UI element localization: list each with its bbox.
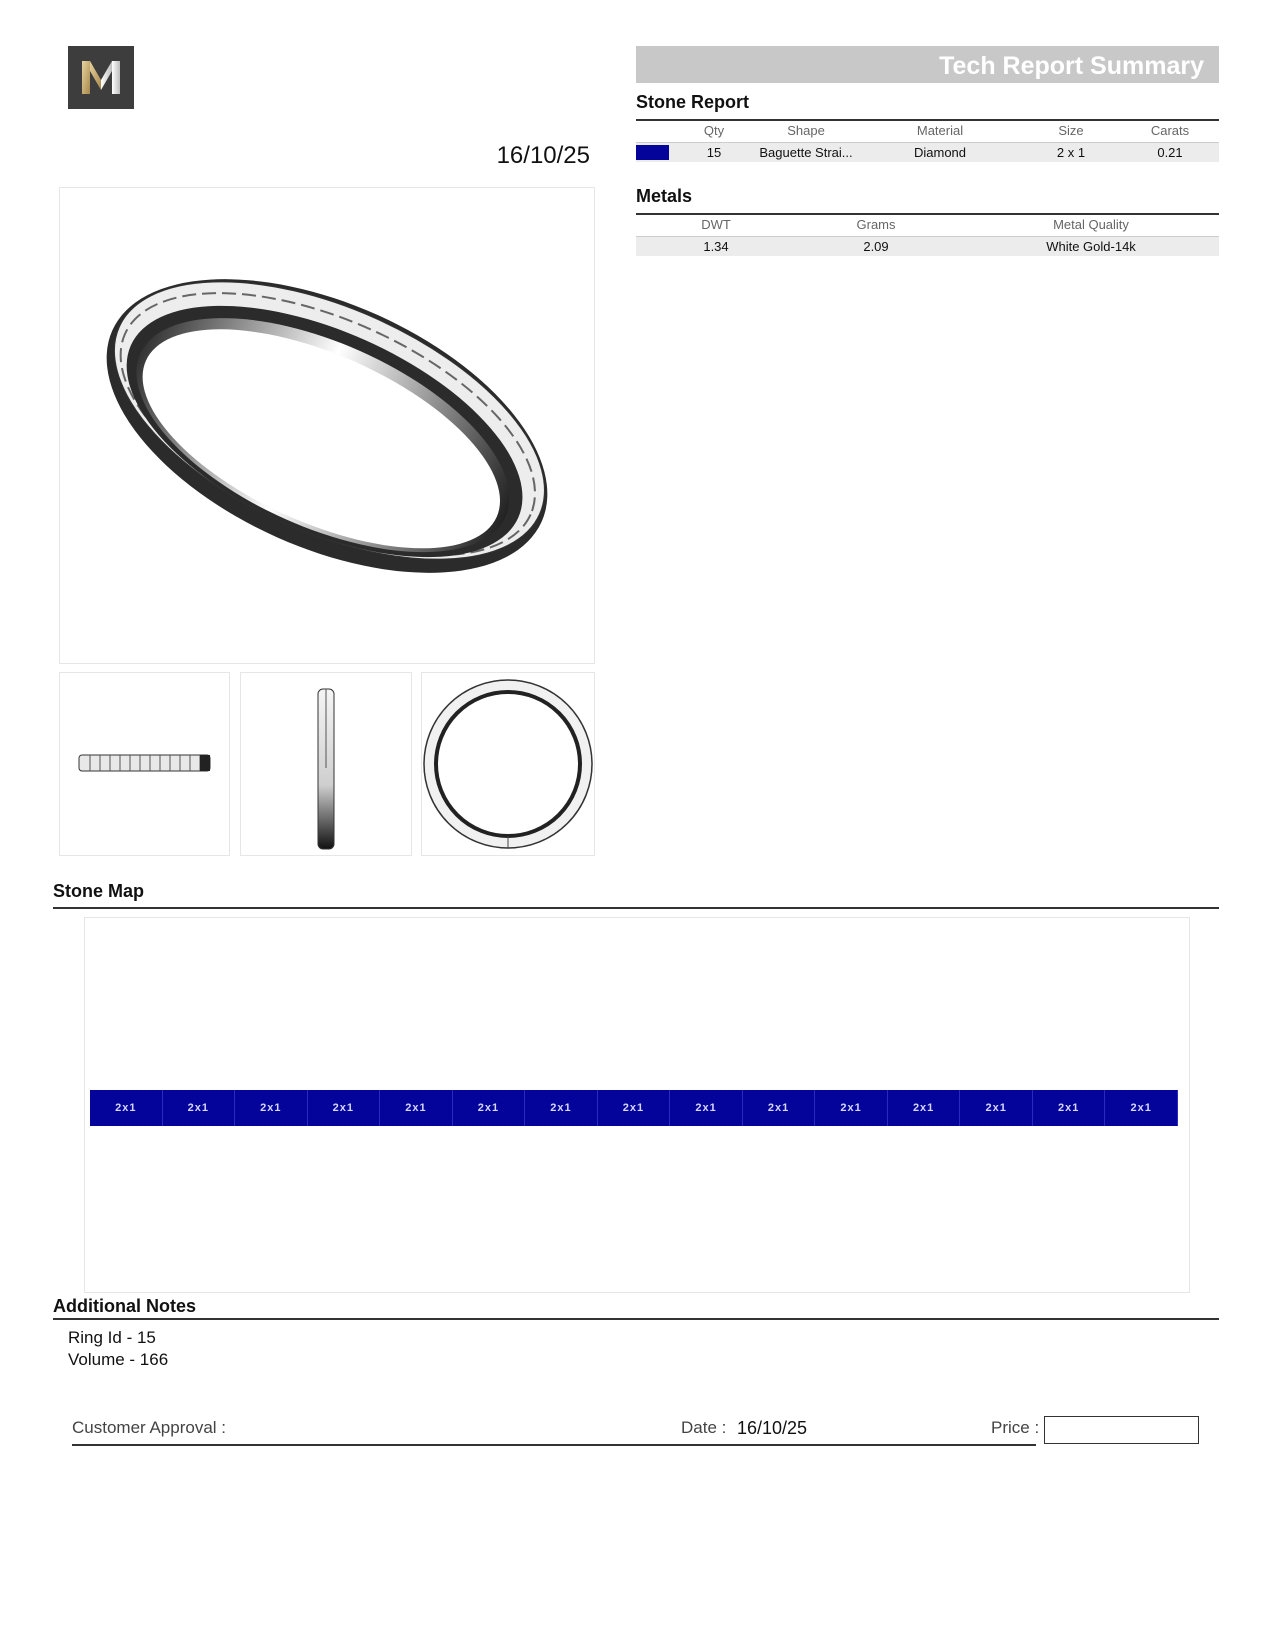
notes-rule: [53, 1318, 1219, 1320]
price-field[interactable]: [1044, 1416, 1199, 1444]
metals-title: Metals: [636, 186, 693, 206]
metals-header-row: [636, 217, 1219, 236]
table-row: [636, 236, 1219, 256]
front-view-image: [241, 673, 411, 855]
price-label: Price :: [991, 1418, 1040, 1437]
stone-report-rule: [636, 119, 1219, 121]
metals-rule: [636, 213, 1219, 215]
metal-dwt: 1.34: [703, 239, 729, 254]
stone-map-stone: 2x1: [308, 1090, 381, 1126]
stone-map-stone: 2x1: [1105, 1090, 1178, 1126]
approval-date-value[interactable]: 16/10/25: [737, 1418, 808, 1438]
col-dwt-header: DWT: [701, 217, 731, 232]
approval-date-label: Date :: [681, 1418, 727, 1437]
stone-map-stone: 2x1: [235, 1090, 308, 1126]
stone-map-stone: 2x1: [163, 1090, 236, 1126]
stone-map-stone: 2x1: [743, 1090, 816, 1126]
ring-side-view: [59, 672, 230, 856]
approval-signature-line[interactable]: [72, 1444, 1036, 1446]
report-date: 16/10/25: [496, 142, 590, 169]
metal-grams: 2.09: [863, 239, 889, 254]
stone-map-rule: [53, 907, 1219, 909]
stone-map-stone: 2x1: [598, 1090, 671, 1126]
stone-qty: 15: [706, 145, 722, 160]
stone-shape: Baguette Strai...: [759, 145, 853, 160]
notes-block: [68, 1327, 168, 1371]
col-carats-header: Carats: [1150, 123, 1190, 138]
company-logo: [68, 46, 134, 109]
ring-top-view: [421, 672, 595, 856]
stone-map-stone: 2x1: [1033, 1090, 1106, 1126]
stone-map-stone: 2x1: [380, 1090, 453, 1126]
col-shape-header: Shape: [787, 123, 825, 138]
top-view-image: [422, 673, 594, 855]
metal-quality: White Gold-14k: [1046, 239, 1136, 254]
additional-notes-title: Additional Notes: [53, 1296, 196, 1316]
stone-map-stone: 2x1: [815, 1090, 888, 1126]
stone-map-stone: 2x1: [670, 1090, 743, 1126]
stone-material: Diamond: [913, 145, 967, 160]
col-grams-header: Grams: [856, 217, 896, 232]
ring-render-image: [60, 188, 594, 663]
stone-map-stone: 2x1: [453, 1090, 526, 1126]
stone-report-header-row: [636, 123, 1219, 142]
stone-map-title: Stone Map: [53, 881, 145, 901]
ring-perspective-view: [59, 187, 595, 664]
stone-map-stone: 2x1: [525, 1090, 598, 1126]
logo-mark-icon: [68, 46, 134, 109]
col-size-header: Size: [1058, 123, 1084, 138]
stone-map-stone: 2x1: [960, 1090, 1033, 1126]
stone-map-stone: 2x1: [888, 1090, 961, 1126]
stone-carats: 0.21: [1157, 145, 1183, 160]
report-title-banner: Tech Report Summary: [636, 46, 1219, 83]
stone-color-swatch: [636, 145, 669, 160]
col-quality-header: Metal Quality: [1053, 217, 1129, 232]
stone-size: 2 x 1: [1056, 145, 1086, 160]
side-view-image: [60, 673, 229, 855]
col-qty-header: Qty: [703, 123, 725, 138]
metals-table: [636, 217, 1219, 257]
ring-front-view: [240, 672, 412, 856]
stone-map-stone: 2x1: [90, 1090, 163, 1126]
stone-report-table: [636, 123, 1219, 163]
col-material-header: Material: [916, 123, 964, 138]
customer-approval-label: Customer Approval :: [72, 1418, 227, 1437]
stone-report-title: Stone Report: [636, 92, 750, 112]
note-line: Ring Id - 15: [68, 1328, 156, 1347]
table-row: [636, 142, 1219, 162]
note-line: Volume - 166: [68, 1350, 169, 1369]
